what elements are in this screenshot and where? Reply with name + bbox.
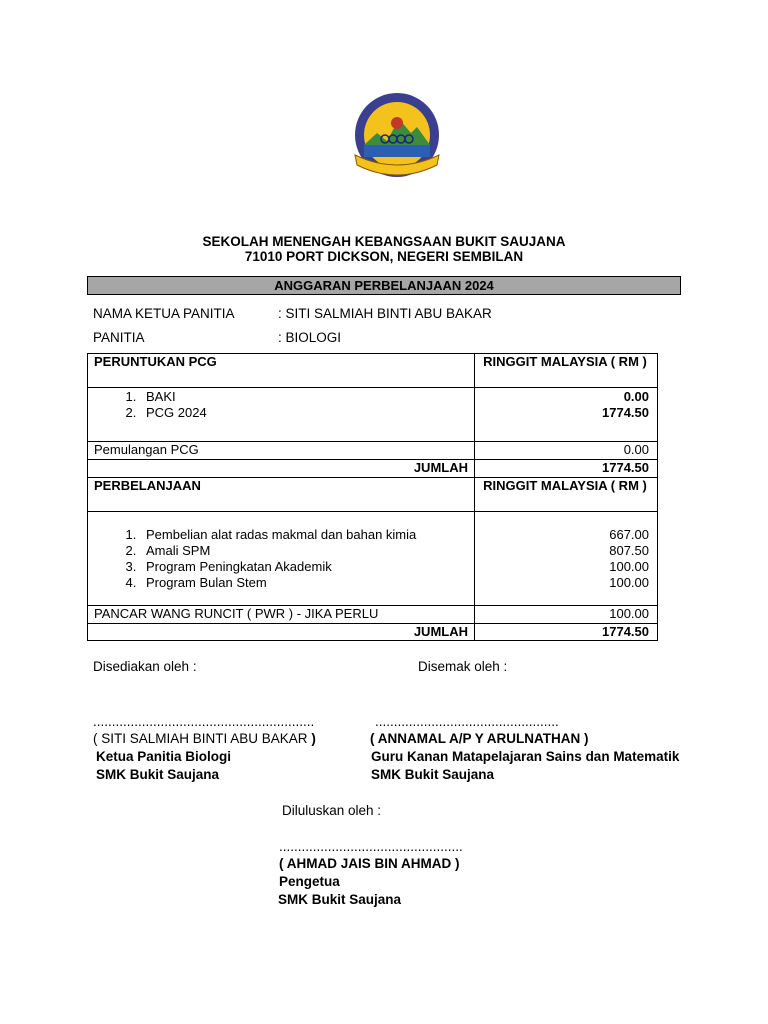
expenses-total-value: 1774.50 [475,624,658,641]
allocation-value: 0.00 [623,389,649,404]
expense-value: 100.00 [609,559,649,574]
chair-value: : SITI SALMIAH BINTI ABU BAKAR [278,306,492,321]
checked-by-label: Disemak oleh : [418,659,508,674]
approved-name: ( AHMAD JAIS BIN AHMAD ) [279,856,460,871]
petty-cash-value: 100.00 [475,606,658,624]
document-title: ANGGARAN PERBELANJAAN 2024 [87,276,681,295]
prepared-name-text: ( SITI SALMIAH BINTI ABU BAKAR [93,731,312,746]
expenses-currency-header: RINGGIT MALAYSIA ( RM ) [475,478,658,512]
expense-value: 667.00 [609,527,649,542]
list-item: 1. BAKI [140,389,468,405]
return-label: Pemulangan PCG [88,442,475,460]
allocation-total-value: 1774.50 [475,460,658,478]
school-header [0,234,768,264]
expense-value: 100.00 [609,575,649,590]
prepared-org: SMK Bukit Saujana [96,767,220,782]
list-item: 1. Pembelian alat radas makmal dan bahan kimia [140,527,468,543]
prepared-signature-line: ........................................................... [93,714,315,729]
expense-value: 807.50 [609,543,649,558]
allocation-table [87,353,658,641]
expenses-header: PERBELANJAAN [88,478,475,512]
list-item: 2. PCG 2024 [140,405,468,421]
list-item: 2. Amali SPM [140,543,468,559]
school-address: 71010 PORT DICKSON, NEGERI SEMBILAN [244,249,524,264]
petty-cash-label: PANCAR WANG RUNCIT ( PWR ) - JIKA PERLU [88,606,475,624]
checked-org: SMK Bukit Saujana [371,767,495,782]
prepared-by-label: Disediakan oleh : [93,659,197,674]
list-item: 4. Program Bulan Stem [140,575,468,591]
panel-value: : BIOLOGI [278,330,342,345]
prepared-title: Ketua Panitia Biologi [96,749,232,764]
expenses-total-label: JUMLAH [88,624,475,641]
allocation-currency-header: RINGGIT MALAYSIA ( RM ) [475,354,658,388]
expenses-list [94,527,468,591]
checked-name: ( ANNAMAL A/P Y ARULNATHAN ) [370,731,589,746]
return-value: 0.00 [475,442,658,460]
school-name: SEKOLAH MENENGAH KEBANGSAAN BUKIT SAUJANA [202,234,566,249]
approved-org: SMK Bukit Saujana [278,892,402,907]
allocation-total-label: JUMLAH [88,460,475,478]
allocation-list [94,389,468,421]
checked-signature-line: ................................................. [375,714,559,729]
approved-title: Pengetua [279,874,340,889]
school-logo [351,93,443,181]
panel-label: PANITIA [93,330,145,345]
approved-signature-line: ................................................. [279,839,463,854]
chair-label: NAMA KETUA PANITIA [93,306,235,321]
allocation-header: PERUNTUKAN PCG [88,354,475,388]
allocation-value: 1774.50 [602,405,649,420]
prepared-name [93,730,316,748]
approved-by-label: Diluluskan oleh : [282,803,382,818]
prepared-name-close: ) [311,731,316,746]
list-item: 3. Program Peningkatan Akademik [140,559,468,575]
checked-title: Guru Kanan Matapelajaran Sains dan Matematik [371,749,680,764]
